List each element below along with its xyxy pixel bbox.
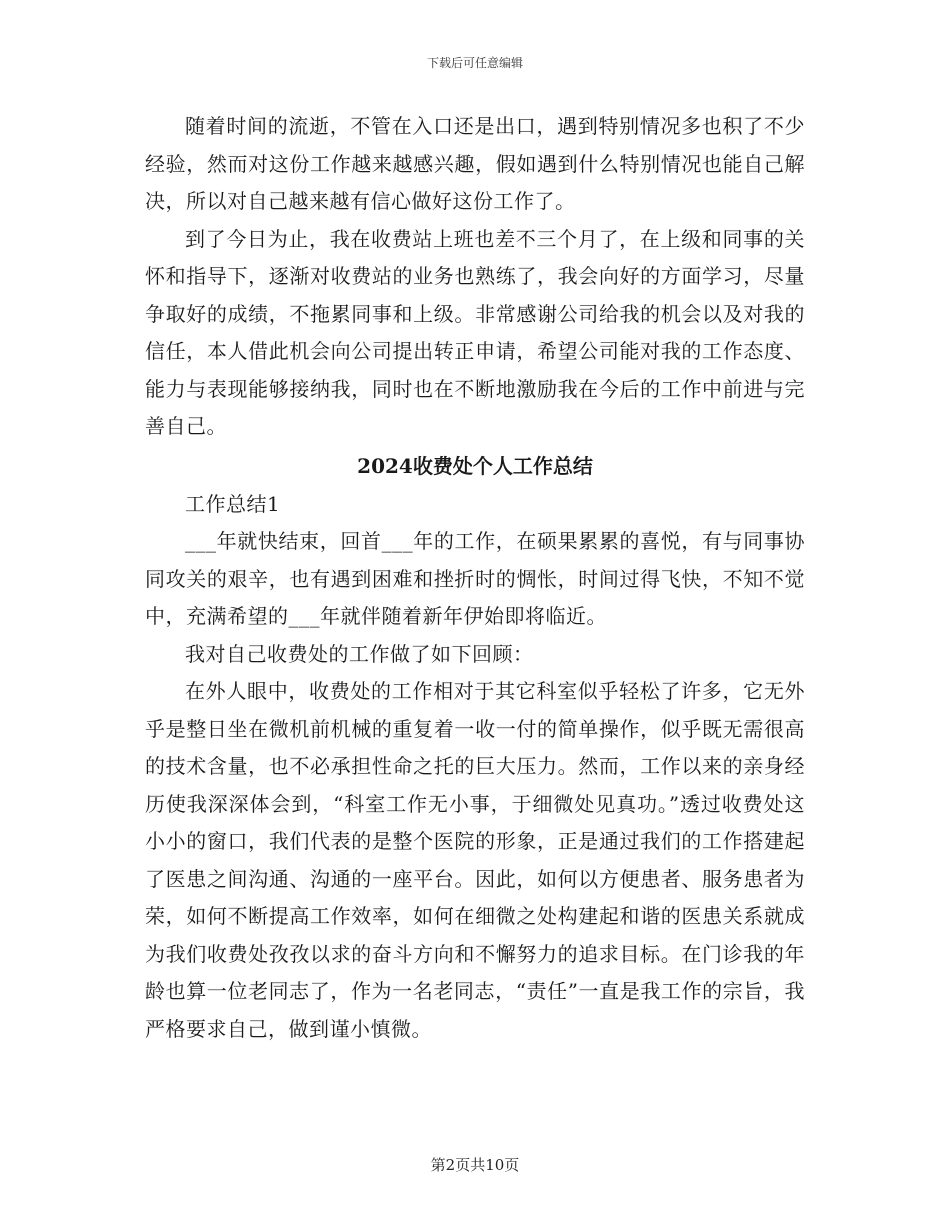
page-header: 下载后可任意编辑 <box>426 56 523 70</box>
paragraph: ___年就快结束，回首___年的工作，在硕果累累的喜悦，有与同事协同攻关的艰辛，也有遇到困难和挫折时的惆怅，时间过得飞快，不知不觉中，充满希望的___年就伴随着新年伊始即将临近。 <box>145 529 805 628</box>
document-body <box>145 108 805 1048</box>
paragraph: 到了今日为止，我在收费站上班也差不三个月了，在上级和同事的关怀和指导下，逐渐对收费站的业务也熟练了，我会向好的方面学习，尽量争取好的成绩，不拖累同事和上级。非常感谢公司给我的机会以及对我的信任，本人借此机会向公司提出转正申请，希望公司能对我的工作态度、能力与表现能够接纳我，同时也在不断地激励我在今后的工作中前进与完善自己。 <box>145 226 805 438</box>
paragraph: 随着时间的流逝，不管在入口还是出口，遇到特别情况多也积了不少经验，然而对这份工作越来越感兴趣，假如遇到什么特别情况也能自己解决，所以对自己越来越有信心做好这份工作了。 <box>145 114 805 213</box>
page-number: 第2页共10页 <box>430 1156 520 1174</box>
paragraph: 在外人眼中，收费处的工作相对于其它科室似乎轻松了许多，它无外乎是整日坐在微机前机械的重复着一收一付的简单操作，似乎既无需很高的技术含量，也不必承担性命之托的巨大压力。然而，工作以来的亲身经历使我深深体会到，“科室工作无小事，于细微处见真功。”透过收费处这小小的窗口，我们代表的是整个医院的形象，正是通过我们的工作搭建起了医患之间沟通、沟通的一座平台。因此，如何以方便患者、服务患者为荣，如何不断提高工作效率，如何在细微之处构建起和谐的医患关系就成为我们收费处孜孜以求的奋斗方向和不懈努力的追求目标。在门诊我的年龄也算一位老同志了，作为一名老同志，“责任”一直是我工作的宗旨，我严格要求自己，做到谨小慎微。 <box>145 679 805 1041</box>
subheading: 工作总结1 <box>185 491 281 516</box>
paragraph: 我对自己收费处的工作做了如下回顾： <box>185 641 534 666</box>
section-title: 2024收费处个人工作总结 <box>357 453 593 478</box>
